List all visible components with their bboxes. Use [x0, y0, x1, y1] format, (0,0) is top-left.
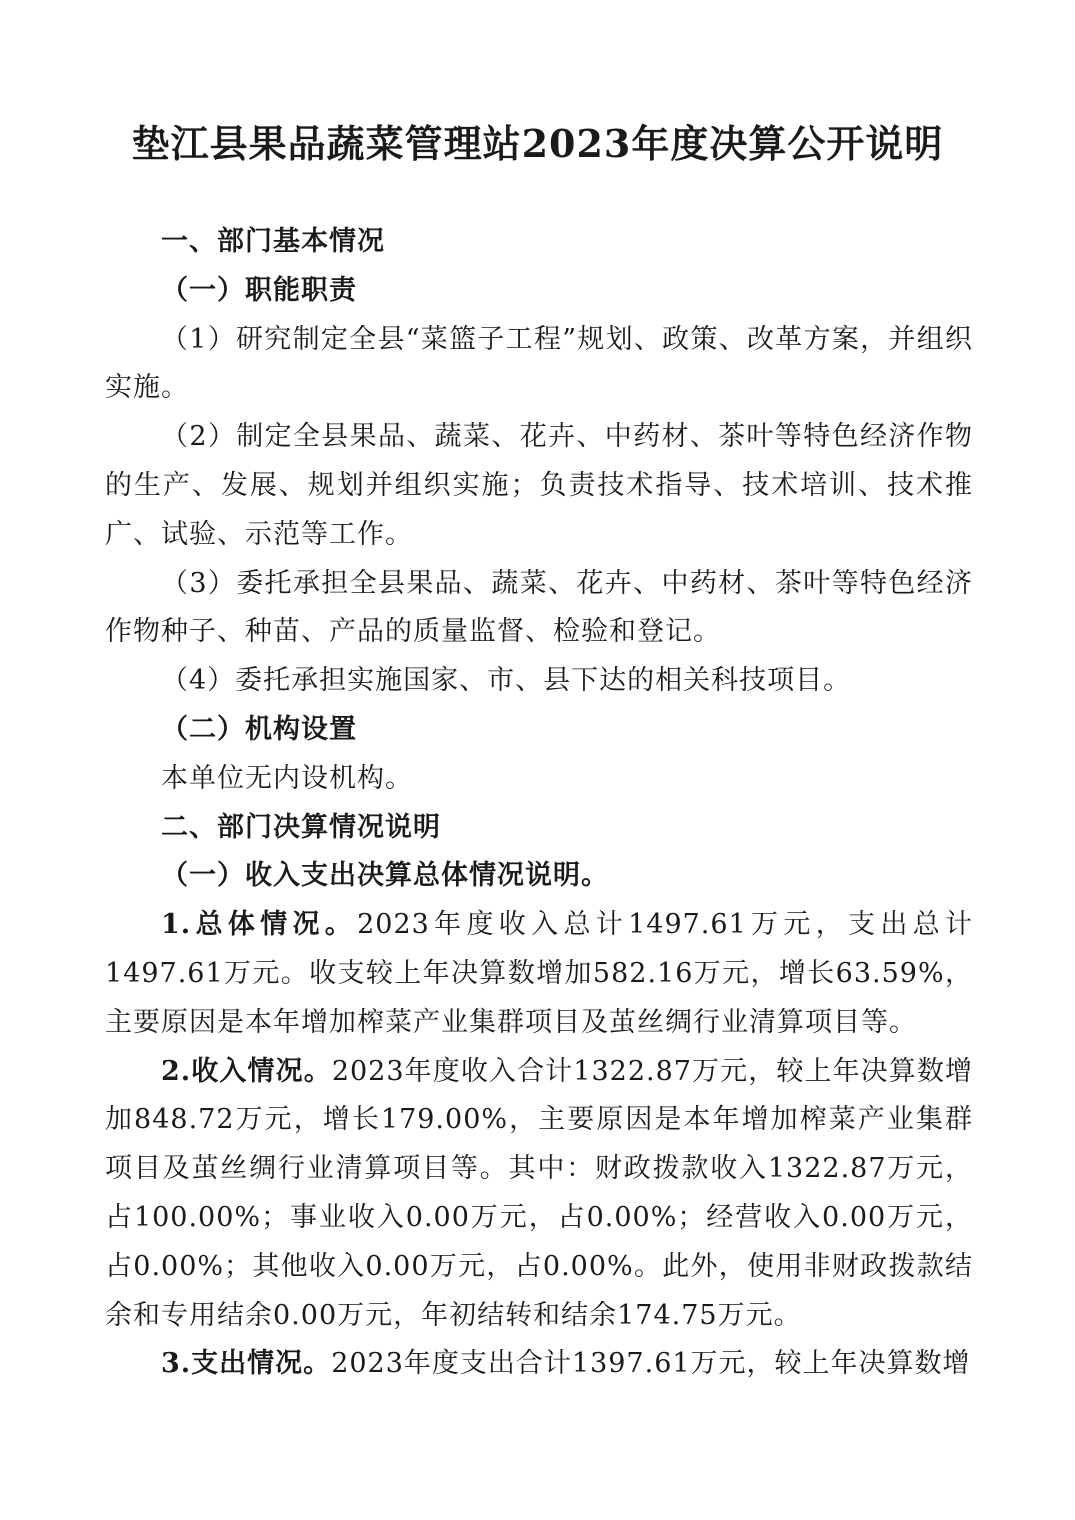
income-lead: 2.收入情况。	[161, 1055, 332, 1087]
organization-text: 本单位无内设机构。	[161, 762, 413, 794]
section-heading-basic-info: 一、部门基本情况	[161, 226, 385, 257]
duty-item-3: （3）委托承担全县果品、蔬菜、花卉、中药材、茶叶等特色经济作物种子、种苗、产品的质量监督、检验和登记。	[105, 567, 973, 648]
overall-lead: 1.总体情况。	[161, 909, 358, 941]
duty-item-2: （2）制定全县果品、蔬菜、花卉、中药材、茶叶等特色经济作物的生产、发展、规划并组织实施；负责技术指导、技术培训、技术推广、试验、示范等工作。	[105, 421, 973, 550]
duty-item-4: （4）委托承担实施国家、市、县下达的相关科技项目。	[161, 665, 852, 697]
paragraph-income	[105, 1048, 973, 1341]
document-title: 垫江县果品蔬菜管理站2023年度决算公开说明	[131, 121, 944, 166]
paragraph-overall	[105, 901, 973, 1047]
paragraph-expense	[105, 1340, 973, 1389]
income-text: 2023年度收入合计1322.87万元，较上年决算数增加848.72万元，增长179.00%，主要原因是本年增加榨菜产业集群项目及茧丝绸行业清算项目等。其中：财政拨款收入1322.87万元，占100.00%；事业收入0.00万元，占0.00%；经营收入0.00万元，占0.00%；其他收入0.00万元，占0.00%。此外，使用非财政拨款结余和专用结余0.00万元，年初结转和结余174.75万元。	[105, 1055, 973, 1331]
expense-text: 2023年度支出合计1397.61万元，较上年决算数增	[331, 1348, 971, 1380]
section-heading-budget: 二、部门决算情况说明	[161, 811, 441, 843]
duty-item-1: （1）研究制定全县“菜篮子工程”规划、政策、改革方案，并组织实施。	[105, 323, 973, 404]
document-body	[105, 218, 973, 1389]
overall-text: 2023年度收入总计1497.61万元，支出总计1497.61万元。收支较上年决算数增加582.16万元，增长63.59%，主要原因是本年增加榨菜产业集群项目及茧丝绸行业清算项目等。	[105, 909, 973, 1038]
expense-lead: 3.支出情况。	[161, 1348, 332, 1380]
subsection-heading-organization: （二）机构设置	[161, 713, 357, 745]
subsection-heading-duties: （一）职能职责	[161, 274, 357, 306]
subsection-heading-income-expense: （一）收入支出决算总体情况说明。	[161, 860, 609, 892]
